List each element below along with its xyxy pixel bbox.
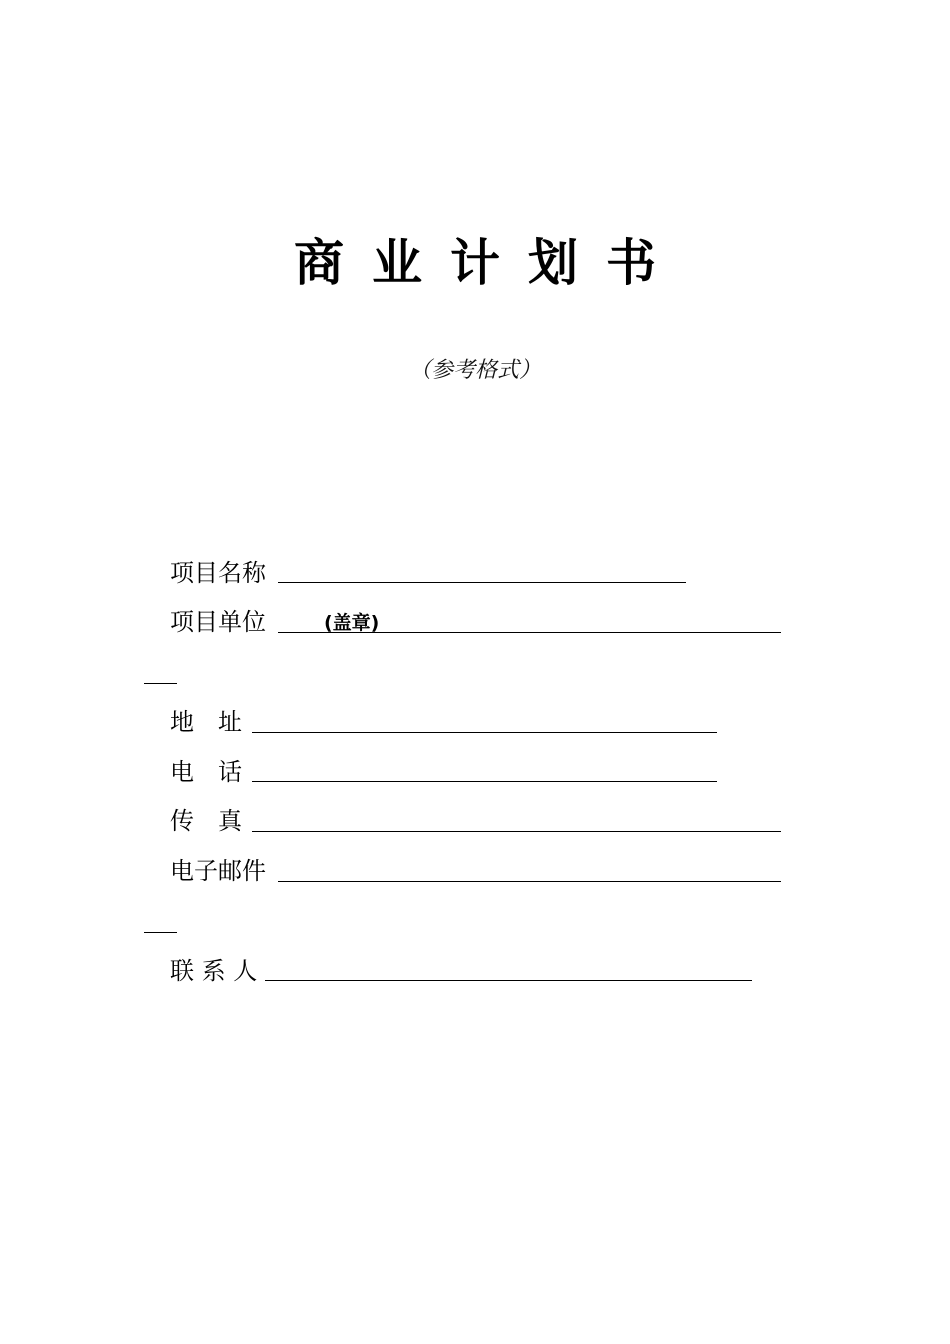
email-input-line[interactable] <box>278 881 781 882</box>
field-project-unit <box>170 605 782 639</box>
field-label: 地 址 <box>170 708 242 736</box>
field-label: 电子邮件 <box>170 857 266 885</box>
field-label: 传 真 <box>170 807 242 835</box>
project-unit-line-continuation <box>144 683 177 684</box>
field-label: 项目名称 <box>170 559 266 587</box>
field-contact <box>170 954 754 988</box>
stamp-note: (盖章) <box>324 612 380 634</box>
field-label: 项目单位 <box>170 608 266 636</box>
field-label: 联 系 人 <box>170 957 258 985</box>
page-subtitle: （参考格式） <box>408 358 541 383</box>
field-fax <box>170 804 782 838</box>
field-address <box>170 705 720 739</box>
field-phone <box>170 755 720 789</box>
email-line-continuation <box>144 932 177 933</box>
contact-input-line[interactable] <box>265 980 752 981</box>
fax-input-line[interactable] <box>252 831 781 832</box>
project-name-input-line[interactable] <box>278 582 686 583</box>
field-project-name <box>170 556 690 590</box>
page-title: 商业计划书 <box>294 234 684 292</box>
address-input-line[interactable] <box>252 732 717 733</box>
field-email <box>170 854 782 888</box>
phone-input-line[interactable] <box>252 781 717 782</box>
field-label: 电 话 <box>170 758 242 786</box>
